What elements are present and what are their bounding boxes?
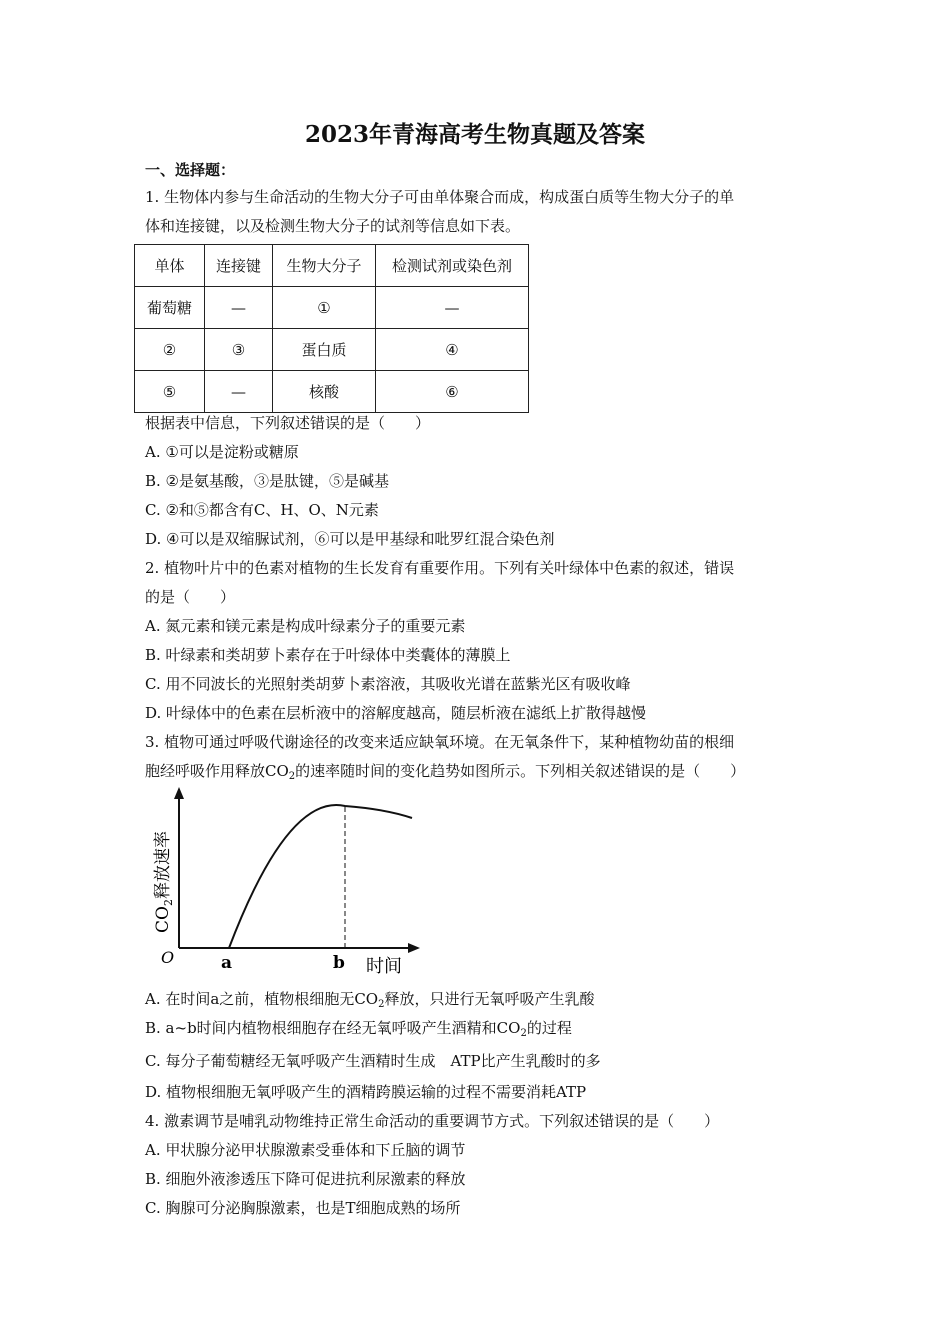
q1-stem-line2: 体和连接键，以及检测生物大分子的试剂等信息如下表。 <box>145 217 521 235</box>
table-header: 单体 <box>135 245 205 287</box>
table-cell: 葡萄糖 <box>135 287 205 329</box>
y-axis-label: $CO_2$释放速率 <box>153 831 175 933</box>
q2-option-c: C. 用不同波长的光照射类胡萝卜素溶液，其吸收光谱在蓝紫光区有吸收峰 <box>145 675 631 693</box>
text-fragment: 的过程 <box>526 1019 572 1037</box>
table-cell: 蛋白质 <box>273 329 376 371</box>
q4-option-b: B. 细胞外液渗透压下降可促进抗利尿激素的释放 <box>145 1170 466 1188</box>
subscript: 2 <box>520 1028 527 1039</box>
table-cell: ⑥ <box>376 371 529 413</box>
table-row <box>135 371 529 413</box>
table-header-row <box>135 245 529 287</box>
table-header: 生物大分子 <box>273 245 376 287</box>
q1-option-d: D. ④可以是双缩脲试剂，⑥可以是甲基绿和吡罗红混合染色剂 <box>145 530 555 548</box>
q2-stem-line1: 2. 植物叶片中的色素对植物的生长发育有重要作用。下列有关叶绿体中色素的叙述，错误 <box>145 559 735 577</box>
table-cell: — <box>205 371 273 413</box>
page-title: 2023年青海高考生物真题及答案 <box>304 121 645 148</box>
q4-stem: 4. 激素调节是哺乳动物维持正常生命活动的重要调节方式。下列叙述错误的是（ ） <box>145 1112 720 1130</box>
q1-question: 根据表中信息，下列叙述错误的是（ ） <box>145 414 431 432</box>
table-cell: ① <box>273 287 376 329</box>
q2-option-a: A. 氮元素和镁元素是构成叶绿素分子的重要元素 <box>145 617 466 635</box>
time-mark-a: a <box>221 953 233 973</box>
table-cell: ③ <box>205 329 273 371</box>
q3-graph <box>150 783 420 983</box>
table-header: 连接键 <box>205 245 273 287</box>
x-axis-arrow <box>408 943 420 953</box>
co2-release-curve <box>229 805 412 948</box>
q2-option-d: D. 叶绿体中的色素在层析液中的溶解度越高，随层析液在滤纸上扩散得越慢 <box>145 704 647 722</box>
q1-table <box>134 244 529 413</box>
q4-option-a: A. 甲状腺分泌甲状腺激素受垂体和下丘脑的调节 <box>145 1141 466 1159</box>
q3-option-b <box>145 1017 572 1045</box>
q3-option-c: C. 每分子葡萄糖经无氧呼吸产生酒精时生成 ATP比产生乳酸时的多 <box>145 1052 601 1070</box>
text-fragment: 胞经呼吸作用释放CO <box>145 762 289 780</box>
q1-option-c: C. ②和⑤都含有C、H、O、N元素 <box>145 501 379 519</box>
q1-stem-line1: 1. 生物体内参与生命活动的生物大分子可由单体聚合而成，构成蛋白质等生物大分子的单 <box>145 188 735 206</box>
q3-option-a <box>145 988 594 1016</box>
text-fragment: A. 在时间a之前，植物根细胞无CO <box>145 990 379 1008</box>
q1-option-b: B. ②是氨基酸，③是肽键，⑤是碱基 <box>145 472 390 490</box>
subscript: 2 <box>378 999 385 1010</box>
subscript: 2 <box>288 771 296 782</box>
table-cell: — <box>376 287 529 329</box>
time-mark-b: b <box>333 953 345 973</box>
table-header: 检测试剂或染色剂 <box>376 245 529 287</box>
table-cell: ② <box>135 329 205 371</box>
q4-option-c: C. 胸腺可分泌胸腺激素，也是T细胞成熟的场所 <box>145 1199 461 1217</box>
origin-label: O <box>161 948 175 967</box>
table-row <box>135 329 529 371</box>
q1-option-a: A. ①可以是淀粉或糖原 <box>145 443 299 461</box>
table-row <box>135 287 529 329</box>
text-fragment: B. a~b时间内植物根细胞存在经无氧呼吸产生酒精和CO <box>145 1019 521 1037</box>
text-fragment: 的速率随时间的变化趋势如图所示。下列相关叙述错误的是（ ） <box>295 762 746 780</box>
q2-stem-line2: 的是（ ） <box>145 588 236 606</box>
section-heading: 一、选择题： <box>145 161 236 179</box>
table-cell: ⑤ <box>135 371 205 413</box>
x-axis-label: 时间 <box>366 956 402 977</box>
q3-stem-line1: 3. 植物可通过呼吸代谢途径的改变来适应缺氧环境。在无氧条件下，某种植物幼苗的根细 <box>145 733 735 751</box>
table-cell: ④ <box>376 329 529 371</box>
q3-option-d: D. 植物根细胞无氧呼吸产生的酒精跨膜运输的过程不需要消耗ATP <box>145 1083 587 1101</box>
table-cell: 核酸 <box>273 371 376 413</box>
table-cell: — <box>205 287 273 329</box>
q2-option-b: B. 叶绿素和类胡萝卜素存在于叶绿体中类囊体的薄膜上 <box>145 646 511 664</box>
y-axis-arrow <box>174 787 184 799</box>
text-fragment: 释放，只进行无氧呼吸产生乳酸 <box>384 990 595 1008</box>
